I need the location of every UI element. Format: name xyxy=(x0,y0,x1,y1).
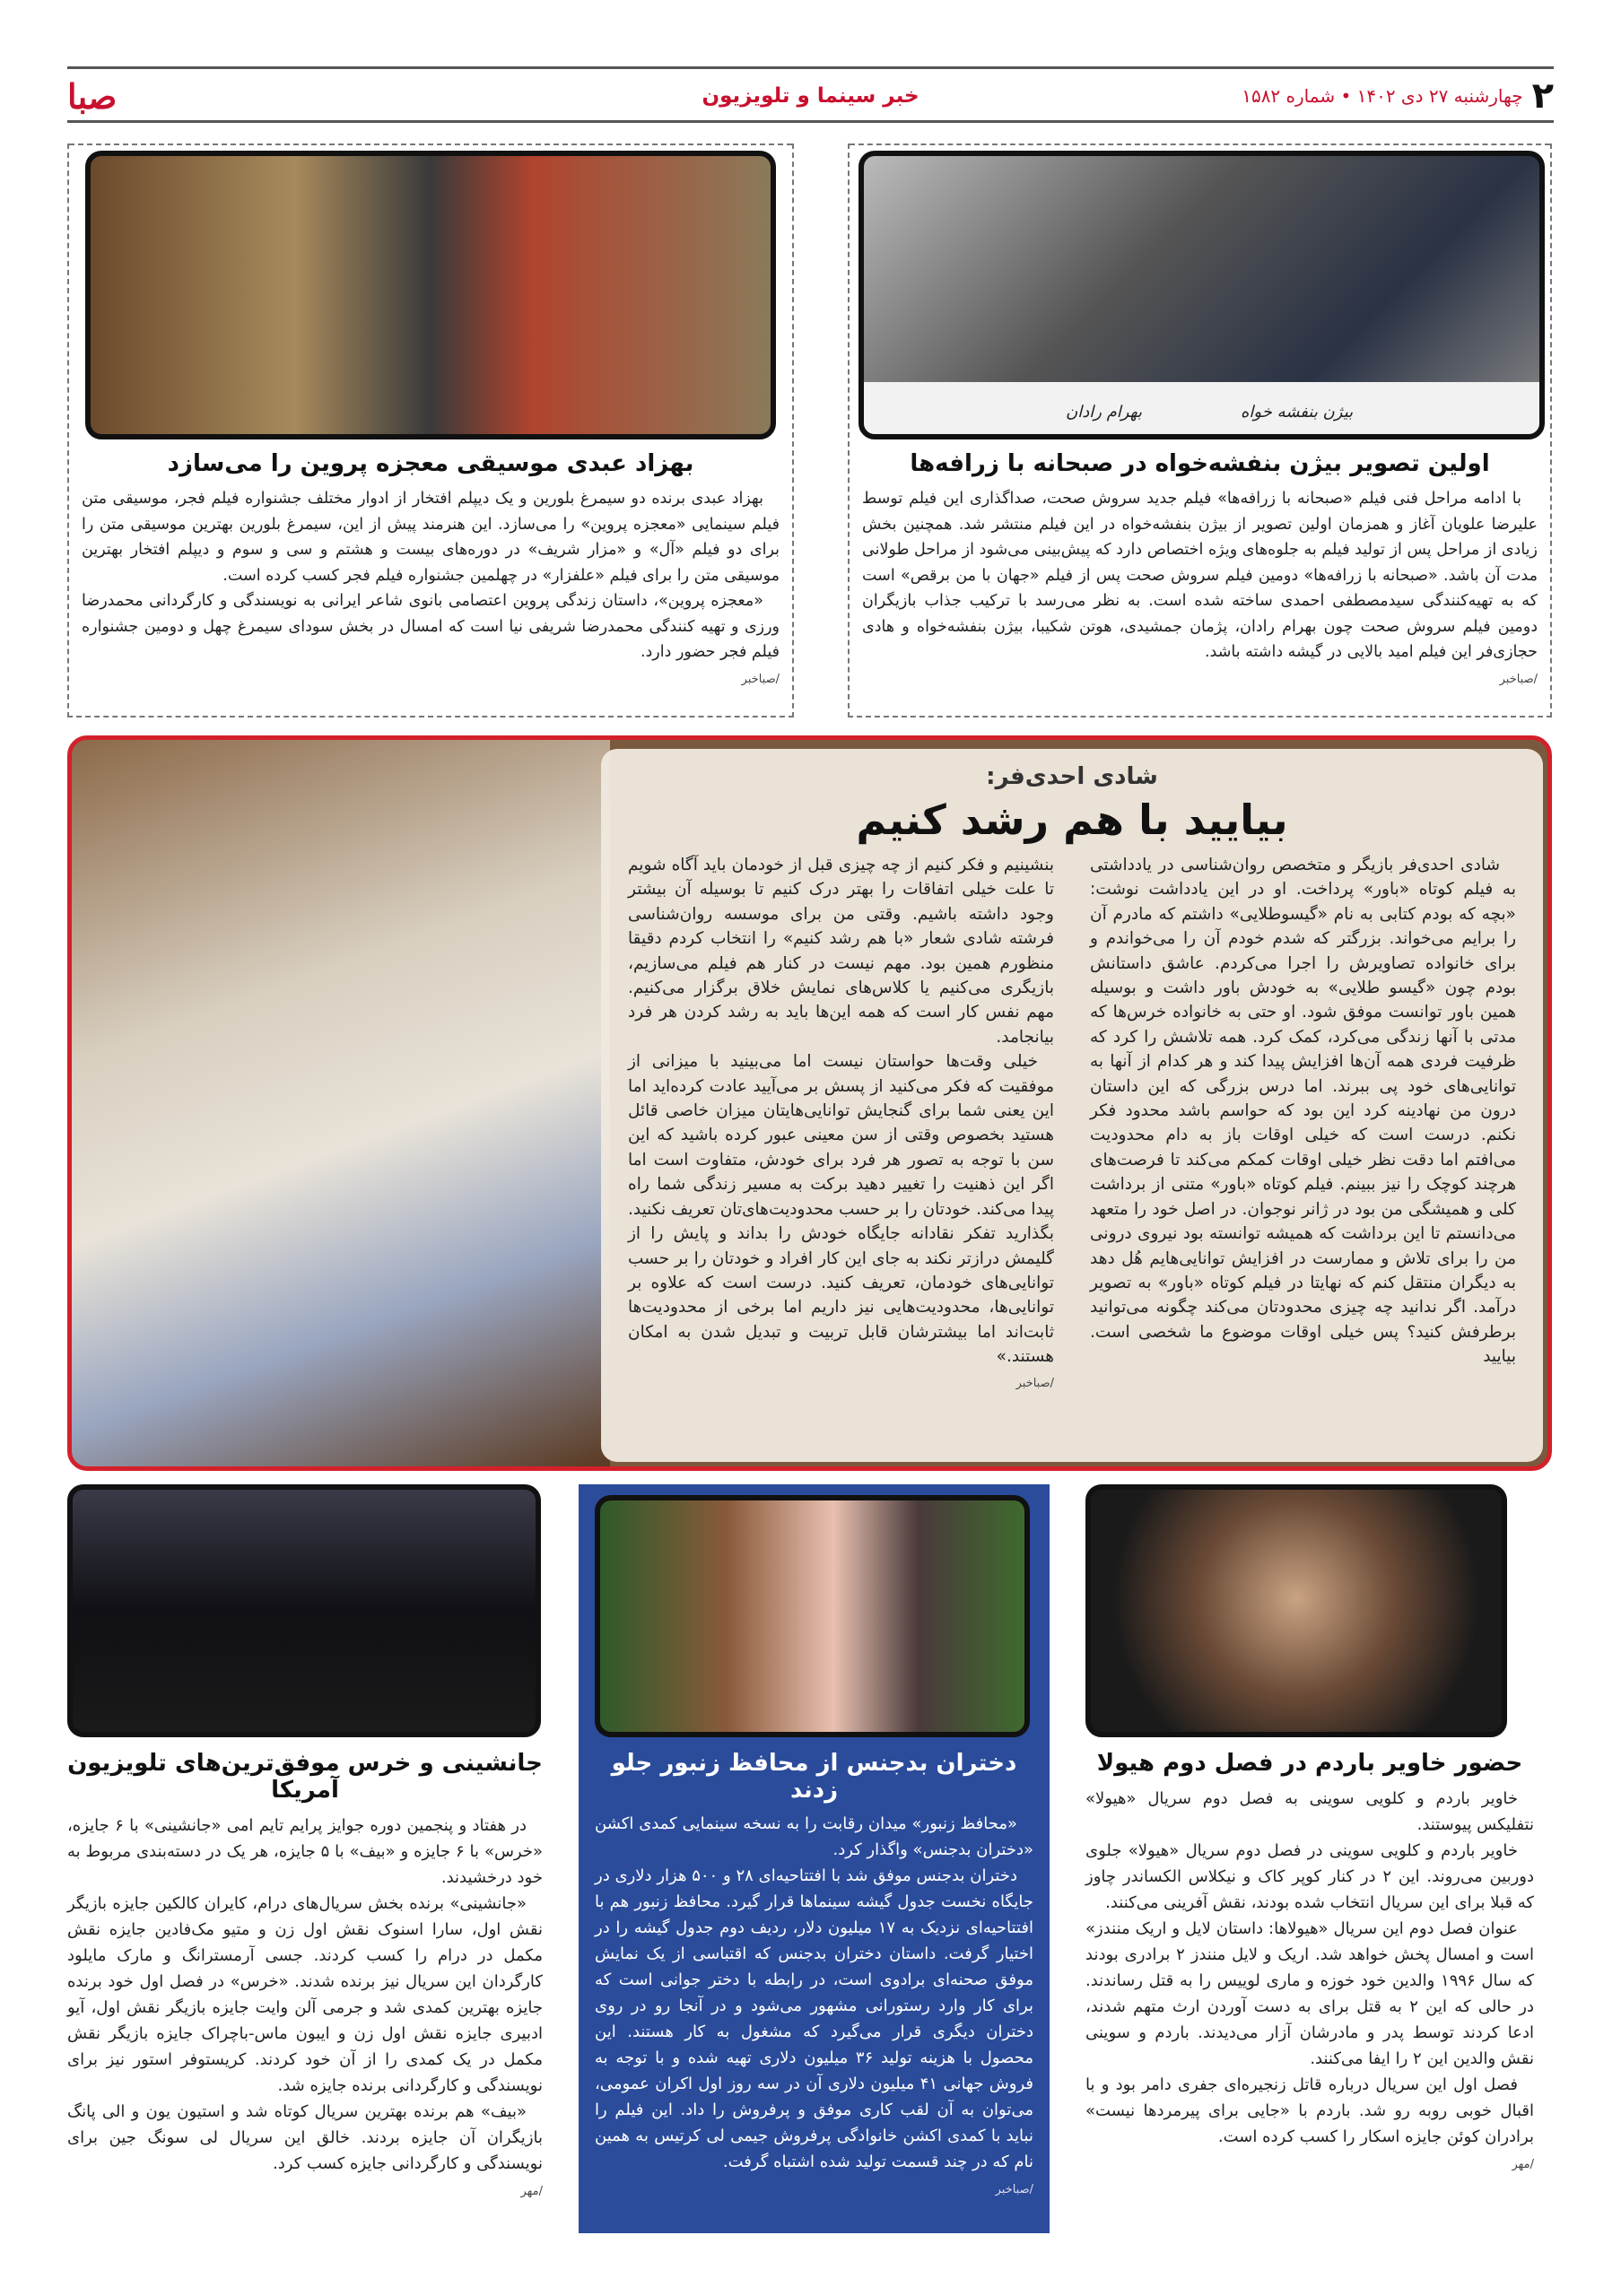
headline: دختران بدجنس از محافظ زنبور جلو زدند xyxy=(611,1750,1017,1804)
paragraph: «محافظ زنبور» میدان رقابت را به نسخه سینمایی کمدی اکشن «دختران بدجنس» واگذار کرد. xyxy=(595,1814,1033,1859)
paragraph: خاویر باردم و کلویی سوینی در فصل دوم سریال «هیولا» جلوی دوربین می‌روند. این ۲ در کنار کوپر کاک و نیکلاس الکساندر چاوز که قبلا برای این سریال انتخاب شده بودند، نقش آفرینی می‌کنند. xyxy=(1085,1841,1534,1912)
paragraph: بنشینیم و فکر کنیم از چه چیزی قبل از خودمان باید آگاه شویم تا علت خیلی اتفاقات را بهتر درک کنیم تا بوسیله آن بیشتر وجود داشته باشیم. وقتی من برای موسسه روان‌شناسی فرشته شادی شعار «با هم رشد کنیم» را انتخاب کردم دقیقا منظورم همین بود. مهم نیست در کنار هم فیلم می‌سازیم، بازیگری می‌کنیم یا کلاس‌های نمایش خلاق برگزار می‌کنیم. مهم نفس کار است که همه این‌ها باید به رشد کردن هر فرد بیانجامد. xyxy=(628,856,1054,1047)
source-credit: /مهر xyxy=(520,2185,543,2198)
paragraph: با ادامه مراحل فنی فیلم «صبحانه با زرافه‌ها» فیلم جدید سروش صحت، صداگذاری این فیلم توسط علیرضا علویان آغاز و همزمان اولین تصویر از بیژن بنفشه‌خواه در این فیلم منتشر شد. همچنین بخش زیادی از مراحل پس از تولید فیلم به جلوه‌های ویژه اختصاص دارد که پیش‌بینی می‌شود از مراحل طولانی مدت آن باشد. «صبحانه با زرافه‌ها» دومین فیلم سروش صحت پس از فیلم «جهان با من برقص» است که به تهیه‌کنندگی سیدمصطفی احمدی ساخته شده است. به نظر می‌رسد با ترکیب جذاب بازیگران دومین فیلم سروش صحت چون بهرام رادان، پژمان جمشیدی، هوتن شکیبا، بیژن بنفشه‌خواه و هادی حجازی‌فر این فیلم امید بالایی در گیشه داشته باشد. xyxy=(862,490,1538,661)
headline: حضور خاویر باردم در فصل دوم هیولا xyxy=(1096,1750,1523,1777)
feature-column-left xyxy=(628,853,1054,1396)
source-credit: /صباخبر xyxy=(1015,1376,1054,1390)
feature-text-panel xyxy=(601,749,1543,1462)
photo-mean-girls xyxy=(595,1495,1030,1737)
photo-javier-bardem xyxy=(1085,1484,1507,1737)
article-breakfast-giraffes xyxy=(848,144,1552,718)
article-body xyxy=(862,486,1538,692)
paragraph: بهزاد عبدی برنده دو سیمرغ بلورین و یک دیپلم افتخار از ادوار مختلف جشنواره فیلم فجر، موسیقی متن فیلم سینمایی «معجزه پروین» را می‌سازد. این هنرمند پیش از این، سیمرغ بلورین بهترین موسیقی متن را برای دو فیلم «آل» و «مزار شریف» در دوره‌های بیست و هشتم و سی و سوم و دیپلم افتخار بهترین موسیقی متن را برای فیلم «علفزار» در چهلمین جشنواره فیلم فجر کسب کرده است. xyxy=(82,490,780,585)
paragraph: «جانشینی» برنده بخش سریال‌های درام، کایران کالکین جایزه بازیگر نقش اول، سارا اسنوک نقش اول زن و متیو مک‌فادین جایزه نقش مکمل در درام را کسب کردند. جسی آرمسترانگ و مارک مایلود کارگردان این سریال نیز برنده شدند. «خرس» در فصل اول خود برنده جایزه بهترین کمدی شد و جرمی آلن وایت جایزه بازیگر نقش اول، آیو ادبیری جایزه نقش اول زن و ایبون ماس-باچراک جایزه بازیگر نقش مکمل در یک کمدی را از آن خود کردند. کریستوفر استور نیز برای نویسندگی و کارگردانی برنده جایزه شد. xyxy=(67,1894,543,2095)
top-rule xyxy=(67,66,1554,69)
headline: اولین تصویر بیژن بنفشه‌خواه در صبحانه با زرافه‌ها xyxy=(910,450,1490,477)
paragraph: خیلی وقت‌ها حواستان نیست اما می‌بینید با میزانی از موفقیت که فکر می‌کنید از پسش بر می‌آیید عادت کرده‌اید اما این یعنی شما برای گنجایش توانایی‌هایتان میزان خاصی قائل هستید بخصوص وقتی از سن معینی عبور کرده باشید که این سن با توجه به تصور هر فرد برای خودش، متفاوت است اما اگر این ذهنیت را تغییر دهید برکت به مسیر زندگی شما راه پیدا می‌کند. خودتان را بر حسب محدودیت‌های‌تان تعریف نکنید. بگذارید تفکر نقادانه جایگاه خودش را بداند و پایش را از گلیمش درازتر نکند به جای این کار افراد و خودتان را بر حسب توانایی‌های خودمان، تعریف کنید. درست است که علاوه بر توانایی‌ها، محدودیت‌هایی نیز داریم اما برخی از محدودیت‌ها ثابت‌اند اما بیشترشان قابل تربیت و تبدیل شدن به امکان هستند.» xyxy=(628,1052,1054,1367)
article-body xyxy=(82,486,780,692)
paragraph: فصل اول این سریال درباره قاتل زنجیره‌ای جفری دامر بود و با اقبال خوبی روبه رو شد. باردم با «جایی برای پیرمردها نیست» برادران کوئن جایزه اسکار را کسب کرده است. xyxy=(1085,2075,1534,2146)
photo-bahram-radan-bijan xyxy=(858,151,1545,439)
issue-info xyxy=(1242,75,1554,117)
paragraph: خاویر باردم و کلویی سوینی به فصل دوم سریال «هیولا» نتفلیکس پیوستند. xyxy=(1085,1789,1534,1834)
headline: بهزاد عبدی موسیقی معجزه پروین را می‌سازد xyxy=(167,450,694,477)
article-bardem xyxy=(1085,1484,1534,2233)
date-issue: چهارشنبه ۲۷ دی ۱۴۰۲ • شماره ۱۵۸۲ xyxy=(1242,85,1523,107)
paragraph: عنوان فصل دوم این سریال «هیولاها: داستان لایل و اریک منندز» است و امسال پخش خواهد شد. اریک و لایل منندز ۲ برادری بودند که سال ۱۹۹۶ والدین خود خوزه و ماری لوییس را به قتل رساندند. در حالی که این ۲ به قتل برای به دست آوردن ارث متهم شدند، ادعا کردند توسط پدر و مادرشان آزار می‌دیدند. باردم و سوینی نقش والدین این ۲ را ایفا می‌کنند. xyxy=(1085,1919,1535,2068)
photo-harp-player xyxy=(72,740,610,1466)
source-credit: /صباخبر xyxy=(741,672,780,686)
photo-caption-bijan: بیژن بنفشه خواه xyxy=(1241,403,1354,422)
newspaper-logo: صبا xyxy=(67,75,118,117)
page-header xyxy=(67,74,1554,118)
article-mean-girls xyxy=(579,1484,1050,2233)
paragraph: در هفتاد و پنجمین دوره جوایز پرایم تایم امی «جانشینی» با ۶ جایزه، «خرس» با ۶ جایزه و «بیف» با ۵ جایزه، هر یک در دسته‌بندی مربوط به خود درخشیدند. xyxy=(67,1816,543,1887)
article-body xyxy=(1085,1786,1534,2178)
page-number: ۲ xyxy=(1531,75,1554,117)
section-title: خبر سینما و تلویزیون xyxy=(702,84,919,108)
photo-caption-radan: بهرام رادان xyxy=(1066,403,1143,422)
paragraph: دختران بدجنس موفق شد با افتتاحیه‌ای ۲۸ و ۵۰۰ هزار دلاری در جایگاه نخست جدول گیشه سینماها قرار گیرد. محافظ زنبور هم با افتتاحیه‌ای نزدیک به ۱۷ میلیون دلار، ردیف دوم جدول گیشه را در اختیار گرفت. داستان دختران بدجنس که اقتباسی از یک نمایش موفق صحنه‌ای برادوی است، در رابطه با دختر جوانی است که برای کار وارد رستورانی مشهور می‌شود و در آنجا رو در روی دختران دیگری قرار می‌گیرد که مشغول به کار هستند. این محصول با هزینه تولید ۳۶ میلیون دلاری تهیه شده و با توجه به فروش جهانی ۴۱ میلیون دلاری آن در سه روز اول اکران عمومی، می‌توان به آن لقب کاری موفق و پرفروش را داد. این فیلم را نباید با کمدی اکشن خانوادگی پرفروش جیمی لی کرتیس به همین نام که در چند قسمت تولید شده اشتباه گرفت. xyxy=(595,1866,1033,2171)
article-emmy xyxy=(67,1484,543,2233)
paragraph: شادی احدی‌فر بازیگر و متخصص روان‌شناسی در یادداشتی به فیلم کوتاه «باور» پرداخت. او در این یادداشت نوشت: «بچه که بودم کتابی به نام «گیسوطلایی» داشتم که مادرم آن را برایم می‌خواند. بزرگتر که شدم خودم آن را می‌خواندم و برای خانواده تصاویرش را اجرا می‌کردم. عاشق داستانش بودم چون «گیسو طلایی» به خودش باور داشت و بوسیله همین باور توانست موفق شود. او حتی به خانواده خرس‌ها که مدتی با آنها زندگی می‌کرد، کمک کرد. همه تلاشش را کرد که ظرفیت فردی همه آن‌ها افزایش پیدا کند و هر کدام از آنها به توانایی‌های خود پی ببرند. اما درس بزرگی که این داستان درون من نهادینه کرد این بود که حواسم باشد محدود فکر نکنم. درست است که خیلی اوقات باز به دام محدودیت می‌افتم اما دقت نظر خیلی اوقات کمکم می‌کند تا فرصت‌های هرچند کوچک را نیز ببینم. فیلم کوتاه «باور» متنی از برداشت کلی و همیشگی من بود در ژانر نوجوان. در اصل خود را متعهد می‌دانستم تا این برداشت که همیشه توانسته بود نیروی درونی من را برای تلاش و ممارست در افزایش توانایی‌هایم هُل دهد به دیگران منتقل کنم که نهایتا در فیلم کوتاه «باور» به تصویر درآمد. اگر ندانید چه چیزی محدودتان می‌کند چگونه می‌توانید برطرفش کنید؟ پس خیلی اوقات موضوع ما شخصی است. بیایید xyxy=(1090,856,1516,1367)
feature-headline: بیایید با هم رشد کنیم xyxy=(856,796,1288,844)
article-body xyxy=(595,1811,1033,2203)
kicker: شادی احدی‌فر: xyxy=(986,763,1158,790)
source-credit: /صباخبر xyxy=(995,2183,1033,2196)
paragraph: «بیف» هم برنده بهترین سریال کوتاه شد و استیون یون و الی پانگ بازیگران آن جایزه بردند. خالق این سریال لی سونگ جین برای نویسندگی و کارگردانی جایزه کسب کرد. xyxy=(67,2102,543,2173)
source-credit: /مهر xyxy=(1512,2158,1534,2171)
source-credit: /صباخبر xyxy=(1499,672,1538,686)
photo-parvin-film-still xyxy=(85,151,776,439)
feature-shadi-ahadifar xyxy=(67,735,1552,1471)
feature-column-right xyxy=(1090,853,1516,1396)
headline: جانشینی و خرس موفق‌ترین‌های تلویزیون آمریکا xyxy=(67,1750,543,1804)
header-bottom-rule xyxy=(67,120,1554,123)
photo-emmy-ceremony xyxy=(67,1484,541,1737)
article-behzad-abdi xyxy=(67,144,794,718)
article-body xyxy=(67,1813,543,2205)
paragraph: «معجزه پروین»، داستان زندگی پروین اعتصامی بانوی شاعر ایرانی به نویسندگی و کارگردانی محمدرضا ورزی و تهیه کنندگی محمدرضا شریفی نیا است که امسال در بخش سودای سیمرغ چهل و دومین جشنواره فیلم فجر حضور دارد. xyxy=(82,592,780,661)
